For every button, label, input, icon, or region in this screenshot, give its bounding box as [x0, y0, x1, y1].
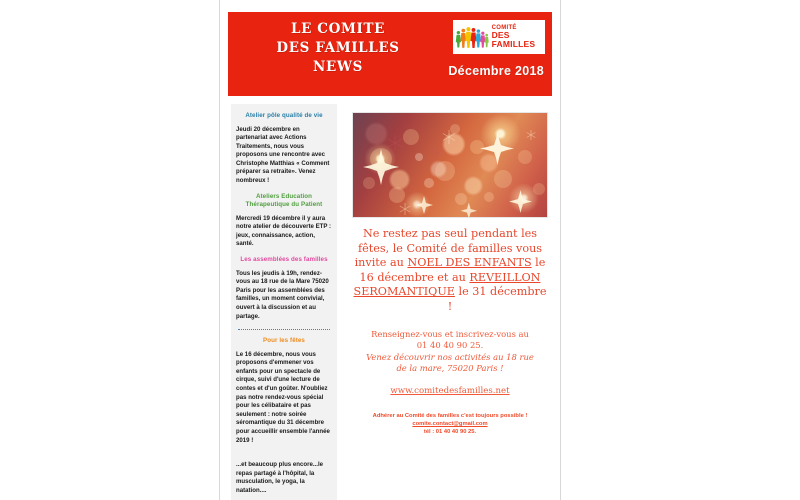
main-invitation-text [352, 227, 548, 315]
sidebar-body-les-assemblees-des-familles: Tous les jeudis à 19h, rendez-vous au 18 rue de la Mare 75020 Paris pour les assemblées des familles, un moment convivial, ouvert à la discussion et au partage. [236, 269, 329, 320]
sidebar-column [231, 104, 337, 500]
cta-phone: 01 40 40 90 25. [416, 340, 484, 351]
sidebar-heading-pour-les-fetes: Pour les fêtes [263, 337, 305, 345]
sidebar-divider [238, 329, 330, 330]
cta-line-1: Renseignez-vous et inscrivez-vous au [371, 328, 529, 339]
invite-part-3: le 31 décembre ! [447, 285, 547, 313]
sidebar-body-atelier-pole-qualite-de-vie: Jeudi 20 décembre en partenariat avec Actions Traitements, nous vous proposons une rencontre avec Christophe Matthias « Comment préparer sa retraite». Venez nombreux ! [236, 125, 330, 185]
issue-date: Décembre 2018 [448, 64, 544, 78]
newsletter-footer [352, 412, 548, 436]
main-column [350, 104, 552, 436]
newsletter-body [220, 0, 560, 500]
sidebar-heading-ateliers-education-therapeutique: Ateliers Education Thérapeutique du Patient [245, 192, 323, 209]
viewport-right-border [560, 0, 561, 500]
comite-des-familles-logo[interactable] [453, 20, 545, 54]
sidebar-tail-text: ...et beaucoup plus encore...le repas partagé à l'hôpital, la musculation, le yoga, la natation.... [236, 461, 324, 494]
link-noel-des-enfants[interactable]: NOEL DES ENFANTS [407, 256, 532, 270]
newsletter-header [228, 12, 552, 96]
logo-line-1: COMITÉ [491, 24, 517, 31]
sidebar-body-ateliers-education-therapeutique: Mercredi 19 décembre il y aura notre atelier de découverte ETP : jeux, connaissance, action, santé. [236, 214, 332, 248]
logo-line-2: DES FAMILLES [491, 30, 536, 50]
footer-email-link[interactable]: comite.contact@gmail.com [412, 420, 488, 427]
logo-people-icon [455, 23, 489, 51]
festive-bokeh-hero-image [352, 112, 548, 218]
link-reveillon-seromantique[interactable]: REVEILLON SEROMANTIQUE [353, 270, 541, 299]
footer-membership-text: Adhérer au Comité des familles c'est toujours possible ! [372, 412, 528, 419]
title-line-1: LE COMITE [291, 21, 385, 37]
sidebar-heading-atelier-pole-qualite-de-vie: Atelier pôle qualité de vie [245, 112, 323, 119]
newsletter-title [238, 20, 438, 77]
invite-part-1: Ne restez pas seul pendant les fêtes, le Comité de familles vous invite au [354, 227, 543, 270]
invite-part-2: le 16 décembre et au [359, 256, 546, 284]
cta-line-3: Venez découvrir nos activités au 18 rue [366, 351, 534, 362]
hero-sparkle-overlay [353, 113, 548, 218]
footer-phone: tél : 01 40 40 90 25. [423, 428, 477, 435]
main-call-to-action [352, 329, 548, 375]
cta-line-4: de la mare, 75020 Paris ! [396, 363, 504, 374]
sidebar-body-pour-les-fetes: Le 16 décembre, nous vous proposons d'emmener vos enfants pour un spectacle de cirque, suivi d'une lecture de contes et d'un goûter. N'oubliez pas notre rendez-vous spécial pour les célibataire et pas seulement : notre soirée séromantique du 31 décembre pour accueillir ensemble l'année 2019 ! [236, 350, 330, 444]
logo-text [492, 25, 543, 49]
title-line-3: NEWS [313, 59, 363, 75]
sidebar-heading-les-assemblees-des-familles: Les assemblées des familles [240, 256, 328, 264]
title-line-2: DES FAMILLES [276, 40, 400, 56]
website-link[interactable]: www.comitedesfamilles.net [390, 385, 510, 396]
